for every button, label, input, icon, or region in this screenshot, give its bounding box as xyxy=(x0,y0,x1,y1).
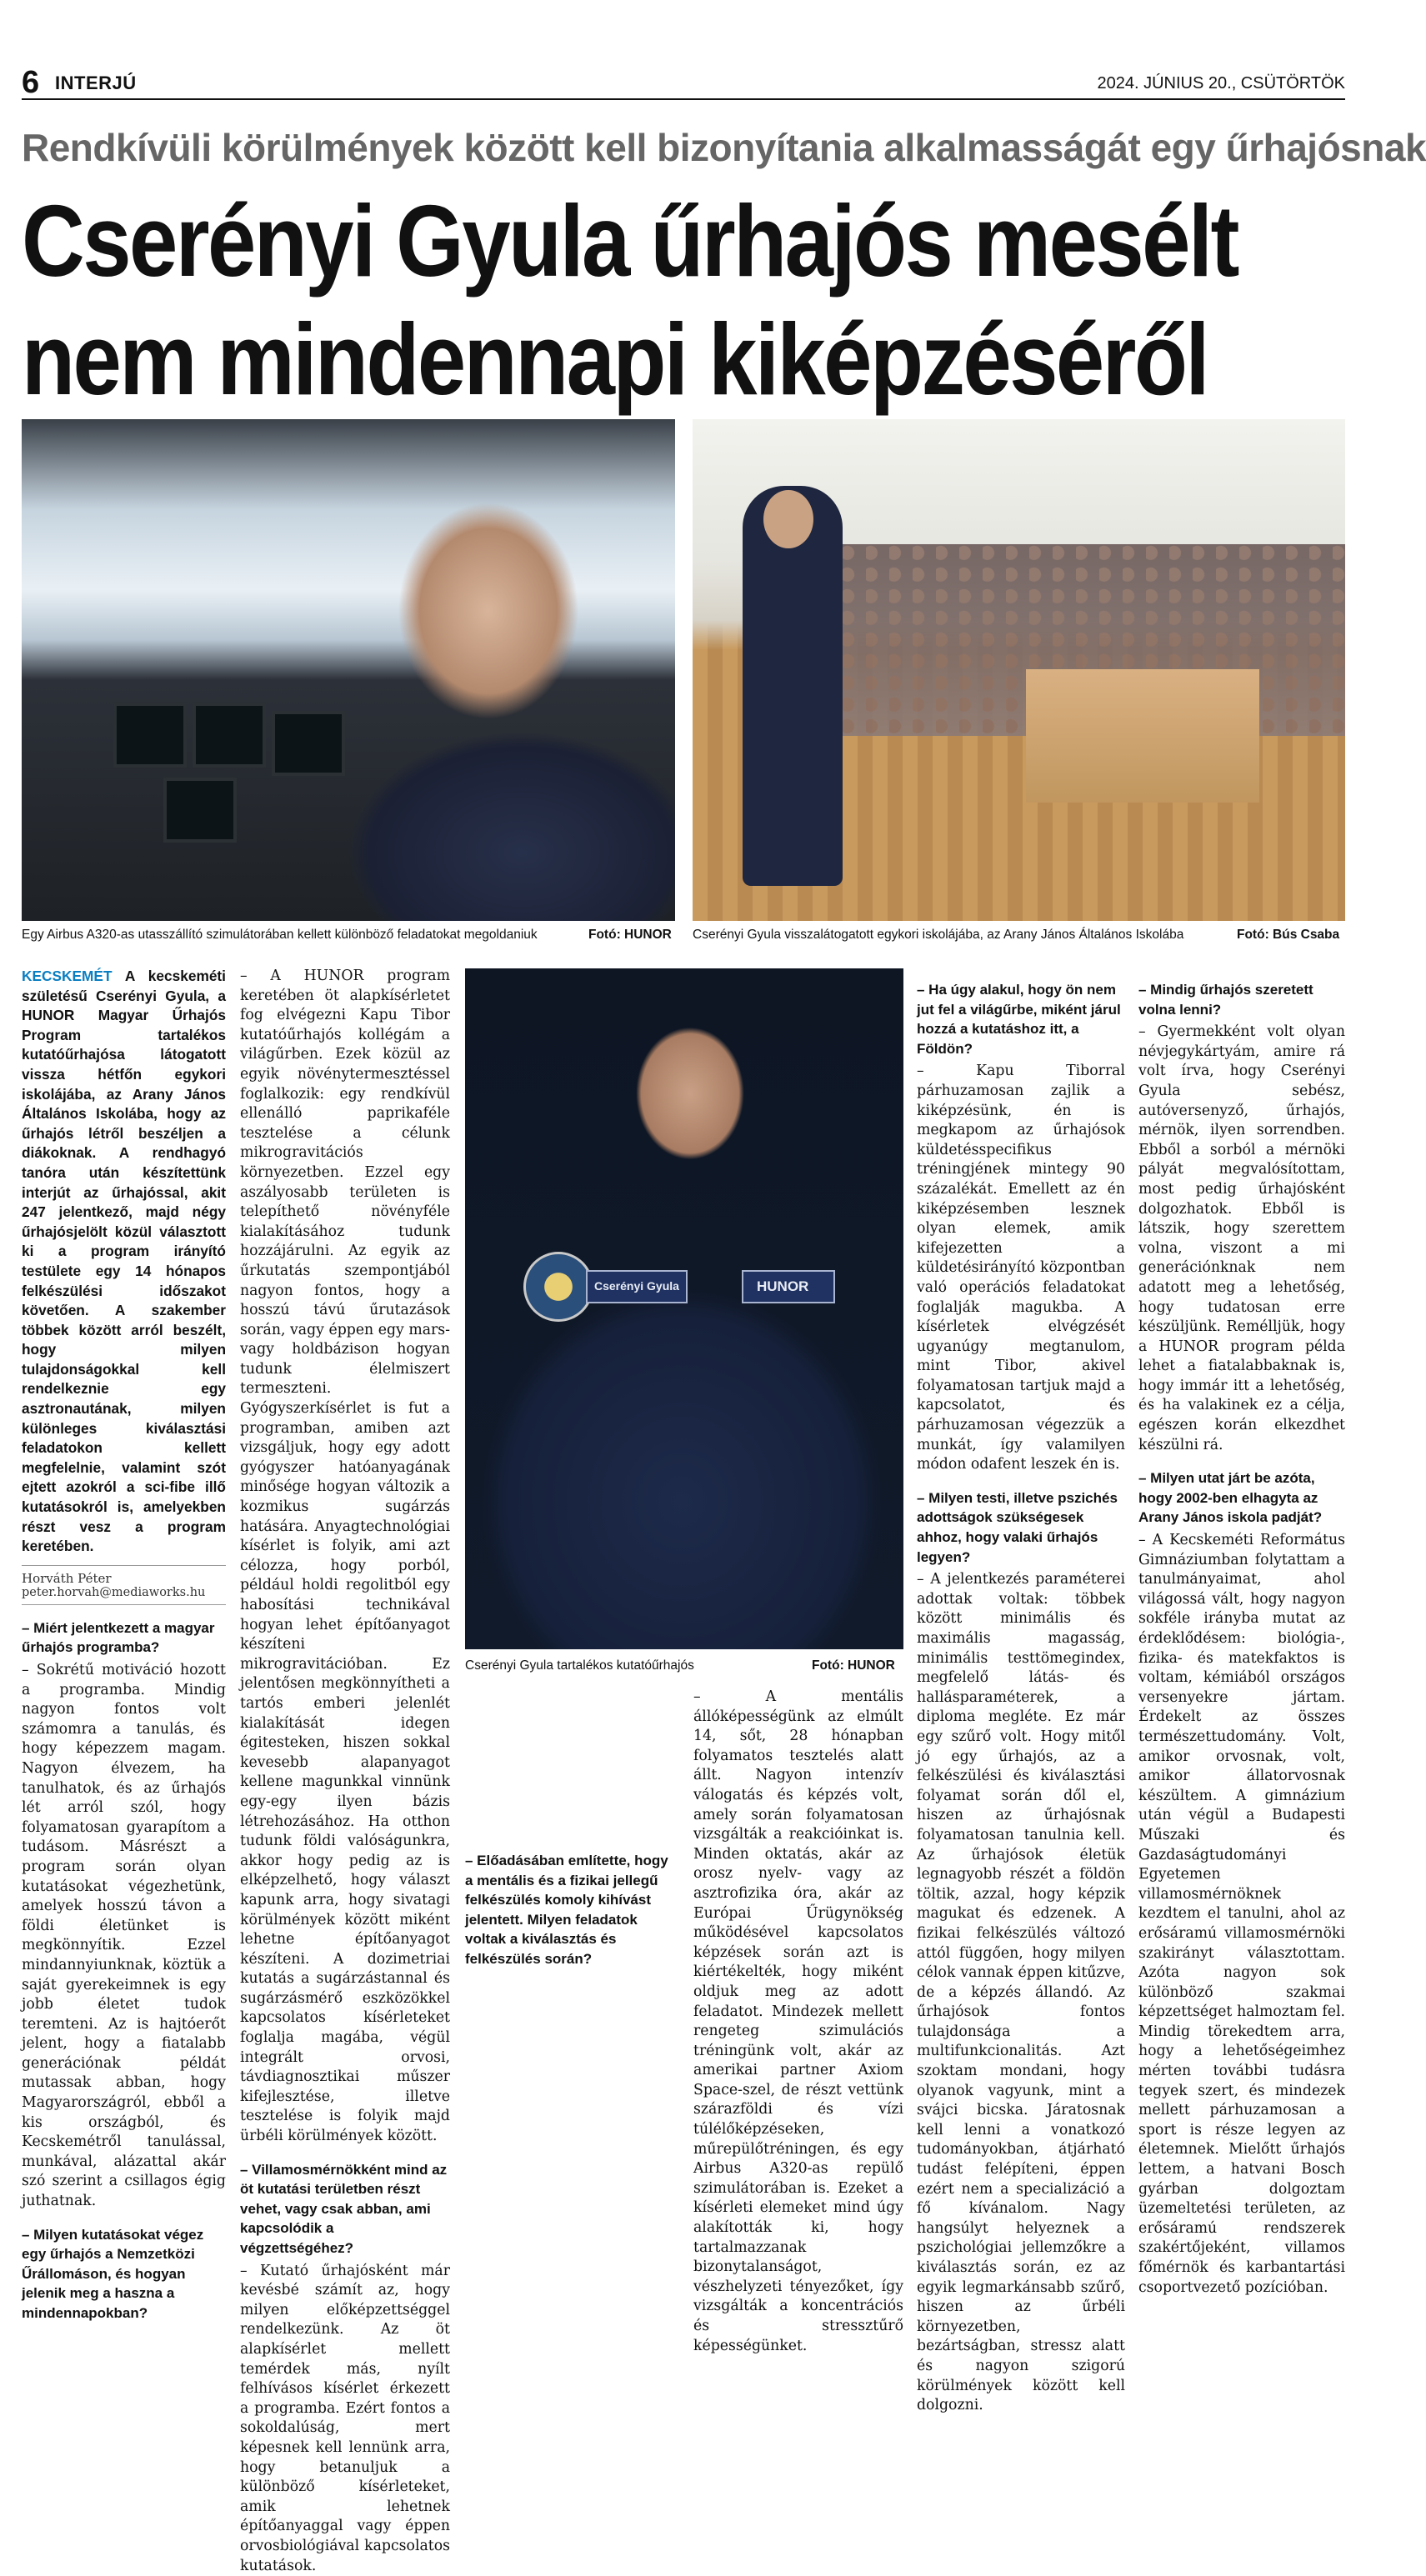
answer: – A mentális állóképességünk az elmúlt 14, sőt, 28 hónapban folyamatos tesztelés alatt állt. Nagyon intenzív válogatás és képzés volt, amely során folyamatosan vizsgálták a reakcióinkat is. Minden oktatás, akár az orosz nyelv- vagy az asztrofizika óra, akár az Európai Űrügynökség működésével kapcsolatos képzések során azt is kiértékelték, hogy miként oldjuk meg az adott feladatot. Mindezek mellett rengeteg szimulációs tréningünk volt, akár az amerikai partner Axiom Space-szel, de részt vettünk szárazföldi és vízi túlélőképzéseken, műrepülőtréningen, és egy Airbus A320-as repülő szimulátorában is. Ezeket a kísérleti elemeket mind úgy alakították ki, hogy tartalmazzanak bizonytalanságot, vészhelyzeti tényezőket, így vizsgálták a koncentrációs és stressztűrő képességünket. xyxy=(693,1688,903,2354)
answer: – A jelentkezés paraméterei adottak voltak: többek között minimális és maximális magasság, minimális testtömegindex, megfelelő látás- és hallásparaméterek, a diploma megléte. Ez már egy szűrő volt. Hogy mitől jó egy űrhajós, az a felkészülési és kiválasztási folyamat során dől el, hiszen az űrhajósnak folyamatosan tanulnia kell. Az űrhajósok életük legnagyobb részét a földön töltik, azzal, hogy képzik magukat és edzenek. A fizikai felkészülés változó attól függően, hogy milyen célok vannak éppen kitűzve, de a képzés állandó. Az űrhajósok fontos tulajdonsága a multifunkcionalitás. Azt szoktam mondani, hogy olyanok vagyunk, mint a svájci bicska. Járatosnak kell lenni a vonatkozó tudományokban, átjárható tudást felépíteni, éppen ezért nem a specializáció a fő kívánalom. Nagy hangsúlyt helyeznek a pszichológiai jellemzőkre a kiválasztás során, ez az egyik legmarkánsabb szűrő, hiszen az űrbéli környezetben, bezártságban, stressz alatt és nagyon szigorú körülmények között kell dolgozni. xyxy=(917,1571,1125,2414)
astronaut-portrait-photo xyxy=(465,968,903,1649)
article-column-1 xyxy=(22,967,226,2327)
question: – Mindig űrhajós szeretett volna lenni? xyxy=(1138,982,1313,1018)
page-number: 6 xyxy=(22,65,40,100)
photo3-credit: Fotó: HUNOR xyxy=(812,1658,895,1673)
photo2-caption: Cserényi Gyula visszalátogatott egykori iskolájába, az Arany János Általános Iskolába xyxy=(693,928,1184,942)
question: – Miért jelentkezett a magyar űrhajós programba? xyxy=(22,1619,215,1656)
page-header xyxy=(22,65,1345,100)
section-label: INTERJÚ xyxy=(55,73,137,93)
answer: – Gyermekként volt olyan névjegykártyám, amire rá volt írva, hogy Cserényi Gyula sebész, autóversenyző, űrhajós, mérnök, ilyen sorrendben. Ebből a sorból a mérnöki pályát megvalósítottam, most pedig űrhajósként dolgozhatok. Ebből is látszik, hogy szerettem volna, viszont a mi generációnknak nem adatott meg a lehetőség, hogy tudatosan erre készüljünk. Remélljük, hogy a HUNOR program példa lehet a fiatalabbaknak is, hogy immár itt a lehetőség, és ha valakinek ez a célja, egészen korán elkezdhet készülni rá. xyxy=(1138,1023,1345,1453)
kicker-headline: Rendkívüli körülmények között kell bizonyítania alkalmasságát egy űrhajósnak xyxy=(22,126,1426,169)
author-email: peter.horvah@mediaworks.hu xyxy=(22,1586,226,1605)
issue-date: 2024. JÚNIUS 20., CSÜTÖRTÖK xyxy=(1097,74,1345,93)
article-lead xyxy=(22,967,226,1557)
school-visit-photo xyxy=(693,419,1345,921)
article-column-6 xyxy=(1138,967,1345,2296)
photo1-caption: Egy Airbus A320-as utasszállító szimulátorában kellett különböző feladatokat megoldaniuk xyxy=(22,928,538,942)
lead-text: A kecskeméti születésű Cserényi Gyula, a HUNOR Magyar Űrhajós Program tartalékos kutatóűrhajósa látogatott vissza hétfőn egykori iskolájába, az Arany János Általános Iskolába, hogy az űrhajós létről beszéljen a diákoknak. A rendhagyó tanóra után készítettünk interjút az űrhajóssal, akit 247 jelentkező, majd négy űrhajósjelölt közül választott ki a program irányító testülete egy 14 hónapos felkészülési időszakot követően. A szakember többek között arról beszélt, hogy milyen tulajdonságokkal kell rendelkeznie egy asztronautának, milyen különleges kiválasztási feladatokon kellett megfelelnie, valamint szót ejtett azokról a sci-fibe illő kutatásokról is, amelyekben részt vesz a program keretében. xyxy=(22,968,226,1555)
article-column-3 xyxy=(465,1688,675,1973)
answer: – Kapu Tiborral párhuzamosan zajlik a kiképzésünk, én is megkapom az űrhajósok küldetésspecifikus tréningjének mintegy 90 százalékát. Emellett az én kiképzésemben lesznek olyan elemek, amik kifejezetten a küldetésirányító központban való operációs feladatokat foglalják magukba. A kísérletek elvégzését ugyanúgy megtanulom, mint Tibor, akivel folyamatosan tartjuk majd a kapcsolatot, és párhuzamosan végezzük a munkát, így valamilyen módon odafent leszek én is. xyxy=(917,1063,1125,1473)
main-headline xyxy=(22,182,1238,418)
astronaut-head xyxy=(763,490,813,548)
answer: – A HUNOR program keretében öt alapkísérletet fog elvégezni Kapu Tibor kutatóűrhajós kollégám a világűrben. Ezek közül az egyik növénytermesztéssel foglalkozik: egy rendkívül ellenálló paprikaféle tesztelése a célunk mikrogravitációs környezetben. Ezzel egy aszályosabb területen is telepíthető növényféle kialakításához tudunk hozzájárulni. Az egyik az űrkutatás szempontjából nagyon fontos, hogy a hosszú távú űrutazások során, vagy éppen egy mars- vagy holdbázison hogyan tudunk élelmiszert termeszteni. Gyógyszerkísérlet is fut a programban, amiben azt vizsgáljuk, hogy egy adott gyógyszer hatóanyagának minősége hogyan változik a kozmikus sugárzás hatására. Anyagtechnológiai kísérlet is folyik, ami azt célozza, hogy porból, például holdi regolitból egy habosítási technikával hogyan lehet építőanyagot készíteni mikrogravitációban. Ez jelentősen megkönnyítheti a tartós emberi jelenlét kialakítását idegen égitesteken, hiszen sokkal kevesebb alapanyagot kellene magunkkal vinnünk egy-egy ilyen bázis létrehozásához. Ha otthon tudunk földi valóságunkra, akkor hogy pedig az is elképzelhető, hogy választ kapunk arra, hogy sivatagi körülmények között miként lehetne építőanyagot készíteni. A dozimetriai kutatás a sugárzástannal és sugárzásmérő eszközökkel kapcsolatos kísérleteket foglalja magába, végül integrált orvosi, távdiagnosztikai műszer kifejlesztése, illetve tesztelése is folyik majd ürbéli körülmények között. xyxy=(240,968,450,2145)
question: – Ha úgy alakul, hogy ön nem jut fel a világűrbe, miként járul hozzá a kutatáshoz itt, a Földön? xyxy=(917,982,1121,1057)
question: – Milyen kutatásokat végez egy űrhajós a Nemzetközi Űrállomáson, és hogyan jelenik meg a haszna a mindennapokban? xyxy=(22,2226,204,2321)
cockpit-display xyxy=(163,778,237,843)
name-patch-text: Cserényi Gyula xyxy=(594,1279,679,1293)
question: – Villamosmérnökként mind az öt kutatási területben részt vehet, vagy csak abban, ami kapcsolódik a végzettségéhez? xyxy=(240,2161,448,2256)
article-column-4 xyxy=(693,1688,903,2354)
headline-line-2: nem mindennapi kiképzéséről xyxy=(22,303,1208,416)
cockpit-display xyxy=(193,703,266,768)
cockpit-display xyxy=(113,703,187,768)
mission-patch-icon xyxy=(523,1252,593,1322)
answer: – Kutató űrhajósként már kevésbé számít az, hogy milyen előképzettséggel rendelkezünk. Az öt alapkísérlet mellett temérdek más, nyílt felhívásos kísérlet érkezett a programba. Ezért fontos a sokoldalúság, mert képesnek kell lennünk arra, hogy betanuljuk a különböző kísérleteket, amik lehetnek építőanyaggal vagy éppen orvosbiológiával kapcsolatos kutatások. xyxy=(240,2262,450,2574)
question: – Milyen utat járt be azóta, hogy 2002-ben elhagyta az Arany János iskola padját? xyxy=(1138,1470,1323,1526)
question: – Előadásában említette, hogy a mentális és a fizikai jellegű felkészülés komoly kihívást jelentett. Milyen feladatok voltak a kiválasztás és felkészülés során? xyxy=(465,1853,668,1967)
photo3-caption: Cserényi Gyula tartalékos kutatóűrhajós xyxy=(465,1658,694,1673)
answer: – Sokrétű motiváció hozott a programba. Mindig nagyon fontos volt számomra a tanulás, és hogy képezzem magam. Nagyon élvezem, ha tanulhatok, és az űrhajós lét arról szól, hogy folyamatosan gyarapítom a tudásom. Másrészt a program során olyan kutatásokat végezhetünk, amelyek hosszú távon a földi életünket is megkönnyítik. Ezzel mindannyiunknak, köztük a saját gyerekeimnek is egy jobb életet tudok teremteni. Az is hajtóerőt jelent, hogy a fiatalabb generációnak példát mutassak abban, hogy Magyarországról, ebből a kis országból, és Kecskemétről tanulással, munkával, alázattal akár szó szerint a csillagos égig juthatnak. xyxy=(22,1662,226,2210)
photo2-credit: Fotó: Bús Csaba xyxy=(1237,928,1340,942)
cockpit-simulator-photo xyxy=(22,419,675,921)
article-column-5 xyxy=(917,967,1125,2414)
article-column-2 xyxy=(240,967,450,2574)
photo1-credit: Fotó: HUNOR xyxy=(588,928,672,942)
name-patch xyxy=(586,1270,688,1303)
question: – Milyen testi, illetve pszichés adottságok szükségesek ahhoz, hogy valaki űrhajós legyen? xyxy=(917,1489,1118,1565)
author-name: Horváth Péter xyxy=(22,1565,226,1586)
headline-line-1: Cserényi Gyula űrhajós mesélt xyxy=(22,184,1238,298)
hunor-patch-text: HUNOR xyxy=(757,1278,809,1294)
dateline-place: KECSKEMÉT xyxy=(22,968,113,984)
answer: – A Kecskeméti Református Gimnáziumban folytattam a tanulmányaimat, ahol világossá vált, hogy nagyon sokféle irányba mutat az érdeklődésem: biológia-, fizika- és matekfaktos is voltam, kémiából országos versenyekre jártam. Érdekelt az összes természettudomány. Volt, amikor orvosnak, volt, amikor állatorvosnak készültem. A gimnázium után végül a Budapesti Műszaki és Gazdaságtudományi Egyetemen villamosmérnöknek kezdtem el tanulni, ahol az erősáramú villamosmérnöki szakirányt választottam. Azóta nagyon sok különböző szakmai képzettséget halmoztam fel. Mindig törekedtem arra, hogy a lehetőségeimhez mérten további tudásra tegyek szert, és mindezek mellett párhuzamosan a sport is része legyen az életemnek. Mielőtt űrhajós lettem, a hatvani Bosch gyárban dolgoztam üzemeltetési területen, az erősáramú rendszerek szakértőjeként, villamos főmérnök és karbantartási csoportvezető pozícióban. xyxy=(1138,1532,1345,2296)
projector-desk xyxy=(1026,669,1259,803)
cockpit-display xyxy=(272,711,345,776)
hunor-patch xyxy=(742,1270,835,1303)
